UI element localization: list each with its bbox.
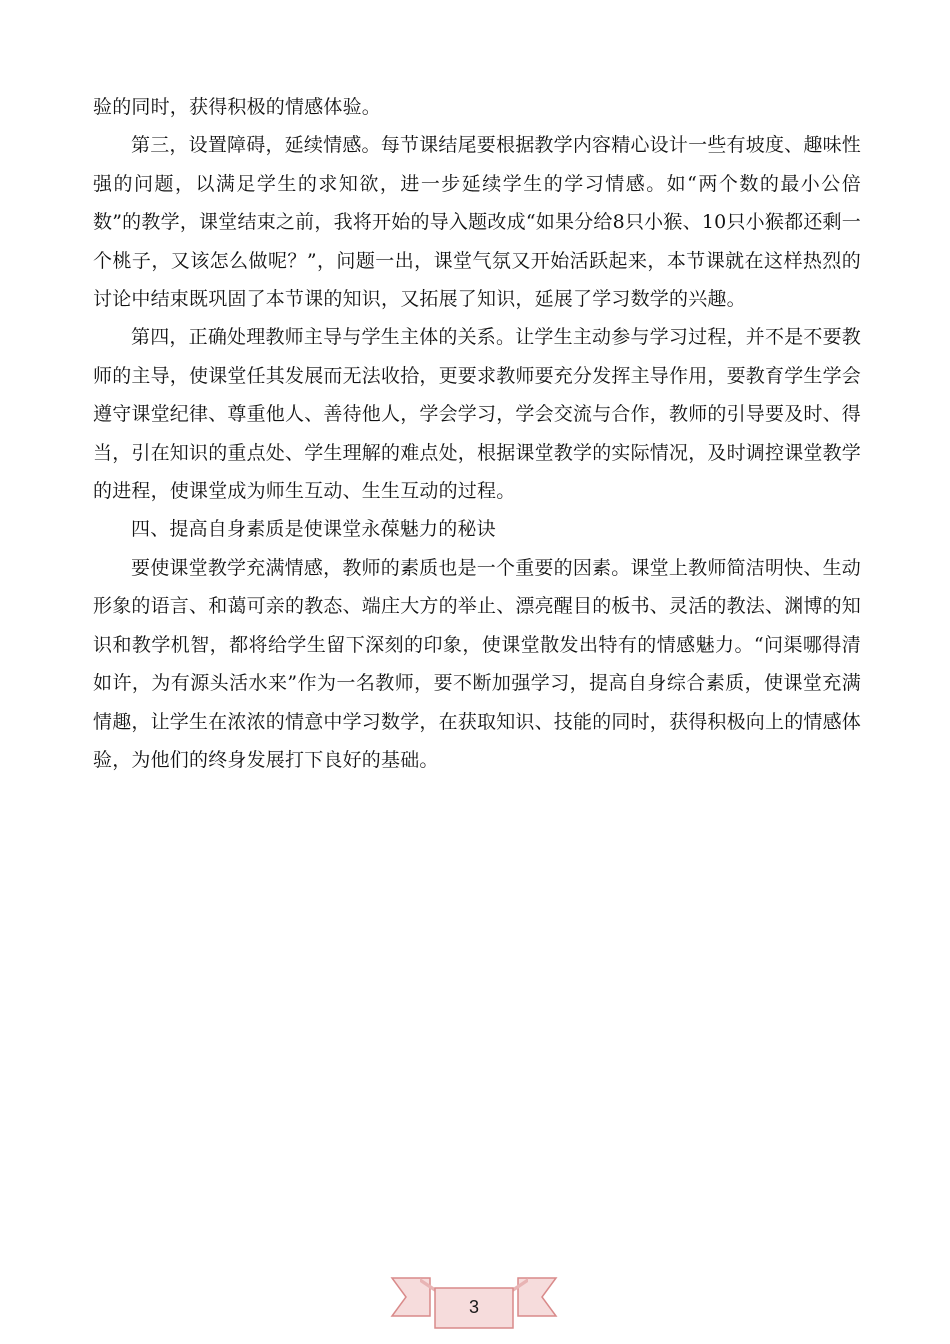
paragraph-third-point: 第三，设置障碍，延续情感。每节课结尾要根据教学内容精心设计一些有坡度、趣味性强的问题，以满足学生的求知欲，进一步延续学生的学习情感。如“两个数的最小公倍数”的教学，课堂结束之前，我将开始的导入题改成“如果分给8只小猴、10只小猴都还剩一个桃子，又该怎么做呢？”，问题一出，课堂气氛又开始活跃起来，本节课就在这样热烈的讨论中结束既巩固了本节课的知识，又拓展了知识，延展了学习数学的兴趣。 — [93, 134, 861, 311]
document-body — [93, 88, 861, 779]
paragraph-continuation: 验的同时，获得积极的情感体验。 — [93, 96, 382, 118]
paragraph-fourth-point: 第四，正确处理教师主导与学生主体的关系。让学生主动参与学习过程，并不是不要教师的主导，使课堂任其发展而无法收拾，更要求教师要充分发挥主导作用，要教育学生学会遵守课堂纪律、尊重他人、善待他人，学会学习，学会交流与合作，教师的引导要及时、得当，引在知识的重点处、学生理解的难点处，根据课堂教学的实际情况，及时调控课堂教学的进程，使课堂成为师生互动、生生互动的过程。 — [93, 326, 862, 503]
page-number: 3 — [468, 1297, 479, 1317]
paragraph-teacher-quality: 要使课堂教学充满情感，教师的素质也是一个重要的因素。课堂上教师简洁明快、生动形象的语言、和蔼可亲的教态、端庄大方的举止、漂亮醒目的板书、灵活的教法、渊博的知识和教学机智，都将给学生留下深刻的印象，使课堂散发出特有的情感魅力。“问渠哪得清如许，为有源头活水来”作为一名教师，要不断加强学习，提高自身综合素质，使课堂充满情趣，让学生在浓浓的情意中学习数学，在获取知识、技能的同时，获得积极向上的情感体验，为他们的终身发展打下良好的基础。 — [93, 556, 862, 771]
page-number-ribbon — [390, 1270, 558, 1332]
section-heading-four: 四、提高自身素质是使课堂永葆魅力的秘诀 — [131, 518, 496, 541]
